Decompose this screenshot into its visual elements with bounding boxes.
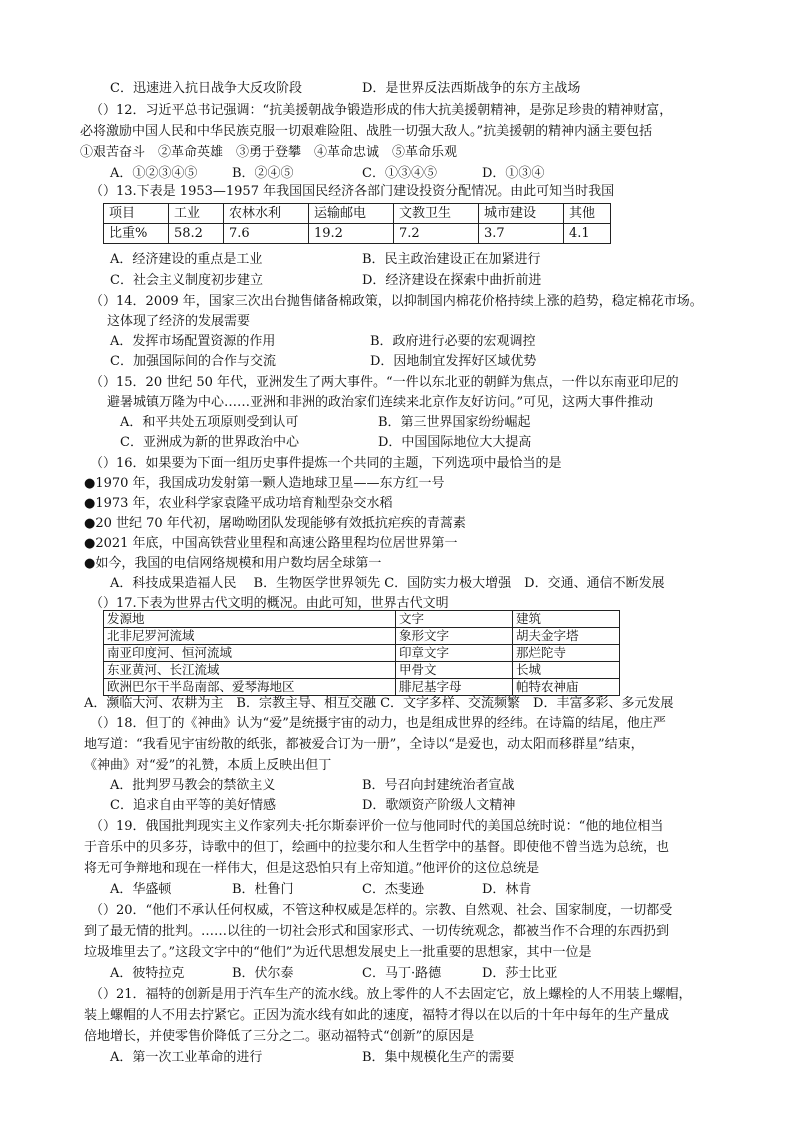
q18-stem-line1: （）18．但丁的《神曲》认为“爱”是统摄宇宙的动力，也是组成世界的经纬。在诗篇的结尾，他庄严: [90, 716, 666, 731]
table-cell: 58.2: [169, 224, 224, 244]
q17-options: A．濒临大河、农耕为主 B．宗教主导、相互交融 C．文字多样、交流频繁 D．丰富多彩、多元发展: [84, 696, 674, 711]
q17-stem: （）17.下表为世界古代文明的概况。由此可知，世界古代文明: [90, 596, 449, 611]
q11-option-c: C．迅速进入抗日战争大反攻阶段: [110, 81, 302, 96]
table-header-cell: 其他: [564, 204, 611, 224]
q14-option-a: A．发挥市场配置资源的作用: [110, 334, 276, 349]
table-cell: 胡夫金字塔: [513, 628, 620, 645]
q16-event-1: ●1970 年，我国成功发射第一颗人造地球卫星——东方红一号: [84, 476, 445, 491]
q12-option-b: B．②④⑤: [232, 166, 294, 181]
q12-items: ①艰苦奋斗 ②革命英雄 ③勇于登攀 ④革命忠诚 ⑤革命乐观: [80, 145, 458, 160]
table-cell: 3.7: [479, 224, 564, 244]
table-row: [104, 662, 620, 679]
table-cell: 南亚印度河、恒河流域: [104, 645, 396, 662]
q18-option-a: A．批判罗马教会的禁欲主义: [110, 778, 276, 793]
q11-option-d: D．是世界反法西斯战争的东方主战场: [362, 81, 581, 96]
q12-stem-line1: （）12．习近平总书记强调：“抗美援朝战争锻造形成的伟大抗美援朝精神，是弥足珍贵的精神财富，: [90, 103, 673, 118]
table-cell: 长城: [513, 662, 620, 679]
q16-event-2: ●1973 年，农业科学家袁隆平成功培育籼型杂交水稻: [84, 496, 393, 511]
table-row: [104, 679, 620, 696]
q20-stem-line1: （）20．“他们不承认任何权威，不管这种权威是怎样的。宗教、自然观、社会、国家制度，一切都受: [90, 903, 673, 918]
q19-option-b: B．杜鲁门: [232, 882, 294, 897]
table-header-cell: 文字: [396, 611, 513, 628]
table-cell: 比重%: [104, 224, 169, 244]
q19-stem-line2: 于音乐中的贝多芬，诗歌中的但丁，绘画中的拉斐尔和人生哲学中的基督。即使他不曾当选为总统，也: [84, 840, 670, 855]
q16-event-5: ●如今，我国的电信网络规模和用户数均居全球第一: [84, 556, 382, 571]
q21-option-b: B．集中规模化生产的需要: [362, 1050, 515, 1065]
q16-event-4: ●2021 年底，中国高铁营业里程和高速公路里程均位居世界第一: [84, 536, 458, 551]
table-cell: 7.6: [224, 224, 309, 244]
table-cell: 4.1: [564, 224, 611, 244]
q19-option-d: D．林肯: [482, 882, 532, 897]
q15-option-b: B．第三世界国家纷纷崛起: [378, 415, 531, 430]
q18-option-b: B．号召向封建统治者宣战: [362, 778, 515, 793]
q15-option-c: C．亚洲成为新的世界政治中心: [120, 435, 299, 450]
q13-option-d: D．经济建设在探索中曲折前进: [362, 273, 542, 288]
q13-stem: （）13.下表是 1953—1957 年我国国民经济各部门建设投资分配情况。由此可知当时我国: [90, 184, 615, 199]
table-header-cell: 运输邮电: [309, 204, 394, 224]
table-cell: 那烂陀寺: [513, 645, 620, 662]
q18-stem-line3: 《神曲》对“爱”的礼赞，本质上反映出但丁: [84, 758, 332, 773]
q20-stem-line2: 到了最无情的批判。……以往的一切社会形式和国家形式、一切传统观念，都被当作不合理的东西扔到: [84, 924, 670, 939]
table-header-row: [104, 611, 620, 628]
q16-stem: （）16．如果要为下面一组历史事件提炼一个共同的主题，下列选项中最恰当的是: [90, 456, 562, 471]
table-cell: 北非尼罗河流域: [104, 628, 396, 645]
q18-option-d: D．歌颂资产阶级人文精神: [362, 798, 516, 813]
table-header-cell: 建筑: [513, 611, 620, 628]
q15-stem-line1: （）15．20 世纪 50 年代，亚洲发生了两大事件。“一件以东北亚的朝鲜为焦点，一件以东南亚印尼的: [90, 375, 679, 390]
table-cell: 帕特农神庙: [513, 679, 620, 696]
civilization-table: [103, 610, 620, 696]
q19-option-a: A．华盛顿: [110, 882, 172, 897]
q20-option-a: A．彼特拉克: [110, 966, 185, 981]
investment-table: [103, 203, 611, 244]
q14-option-d: D．因地制宜发挥好区域优势: [370, 354, 537, 369]
q14-stem-line1: （）14．2009 年，国家三次出台抛售储备棉政策，以抑制国内棉花价格持续上涨的趋势，稳定棉花市场。: [90, 294, 703, 309]
q13-option-b: B．民主政治建设正在加紧进行: [362, 252, 541, 267]
table-cell: 东亚黄河、长江流域: [104, 662, 396, 679]
q13-option-a: A．经济建设的重点是工业: [110, 252, 263, 267]
q15-stem-line2: 避暑城镇万隆为中心……亚洲和非洲的政治家们连续来北京作友好访问。”可见，这两大事件推动: [107, 395, 654, 410]
q18-option-c: C．追求自由平等的美好情感: [110, 798, 276, 813]
q14-option-b: B．政府进行必要的宏观调控: [370, 334, 536, 349]
q19-stem-line1: （）19．俄国批判现实主义作家列夫·托尔斯泰评价一位与他同时代的美国总统时说：“他的地位相当: [90, 819, 664, 834]
q12-option-d: D．①③④: [482, 166, 545, 181]
q18-stem-line2: 地写道：“我看见宇宙纷散的纸张，都被爱合订为一册”，全诗以“是爱也，动太阳而移群星”结束，: [84, 737, 644, 752]
q21-stem-line1: （）21．福特的创新是用于汽车生产的流水线。放上零件的人不去固定它，放上螺栓的人不用装上螺帽，: [90, 987, 692, 1002]
q12-stem-line2: 必将激励中国人民和中华民族克服一切艰难险阻、战胜一切强大敌人。”抗美援朝的精神内涵主要包括: [80, 124, 653, 139]
table-header-cell: 文教卫生: [394, 204, 479, 224]
q20-option-b: B．伏尔泰: [232, 966, 294, 981]
table-cell: 印章文字: [396, 645, 513, 662]
table-cell: 欧洲巴尔干半岛南部、爱琴海地区: [104, 679, 396, 696]
q19-stem-line3: 将无可争辩地和现在一样伟大，但是这恐怕只有上帝知道。”他评价的这位总统是: [84, 861, 540, 876]
table-header-cell: 发源地: [104, 611, 396, 628]
table-cell: 腓尼基字母: [396, 679, 513, 696]
q15-option-a: A．和平共处五项原则受到认可: [120, 415, 299, 430]
table-row: [104, 645, 620, 662]
q20-option-d: D．莎士比亚: [482, 966, 558, 981]
q20-option-c: C．马丁·路德: [362, 966, 442, 981]
q21-option-a: A．第一次工业革命的进行: [110, 1050, 263, 1065]
q21-stem-line2: 装上螺帽的人不用去拧紧它。正因为流水线有如此的速度，福特才得以在以后的十年中每年的生产量成: [84, 1008, 670, 1023]
table-header-cell: 城市建设: [479, 204, 564, 224]
q19-option-c: C．杰斐逊: [362, 882, 424, 897]
q16-options: A．科技成果造福人民 B．生物医学世界领先 C．国防实力极大增强 D．交通、通信不断发展: [110, 576, 665, 591]
q15-option-d: D．中国国际地位大大提高: [378, 435, 532, 450]
table-cell: 甲骨文: [396, 662, 513, 679]
q12-option-c: C．①③④⑤: [362, 166, 437, 181]
table-cell: 7.2: [394, 224, 479, 244]
table-cell: 19.2: [309, 224, 394, 244]
table-row: [104, 628, 620, 645]
q13-option-c: C．社会主义制度初步建立: [110, 273, 263, 288]
table-header-cell: 农林水利: [224, 204, 309, 224]
table-header-cell: 工业: [169, 204, 224, 224]
q20-stem-line3: 垃圾堆里去了。”这段文字中的“他们”为近代思想发展史上一批重要的思想家，其中一位是: [84, 945, 592, 960]
table-cell: 象形文字: [396, 628, 513, 645]
q14-option-c: C．加强国际间的合作与交流: [110, 354, 276, 369]
q21-stem-line3: 倍地增长，并使零售价降低了三分之二。驱动福特式“创新”的原因是: [84, 1029, 475, 1044]
q12-option-a: A．①②③④⑤: [110, 166, 198, 181]
table-header-cell: 项目: [104, 204, 169, 224]
q16-event-3: ●20 世纪 70 年代初，屠呦呦团队发现能够有效抵抗疟疾的青蒿素: [84, 516, 466, 531]
q14-stem-line2: 这体现了经济的发展需要: [107, 314, 251, 329]
table-header-row: [104, 204, 611, 224]
table-row: [104, 224, 611, 244]
